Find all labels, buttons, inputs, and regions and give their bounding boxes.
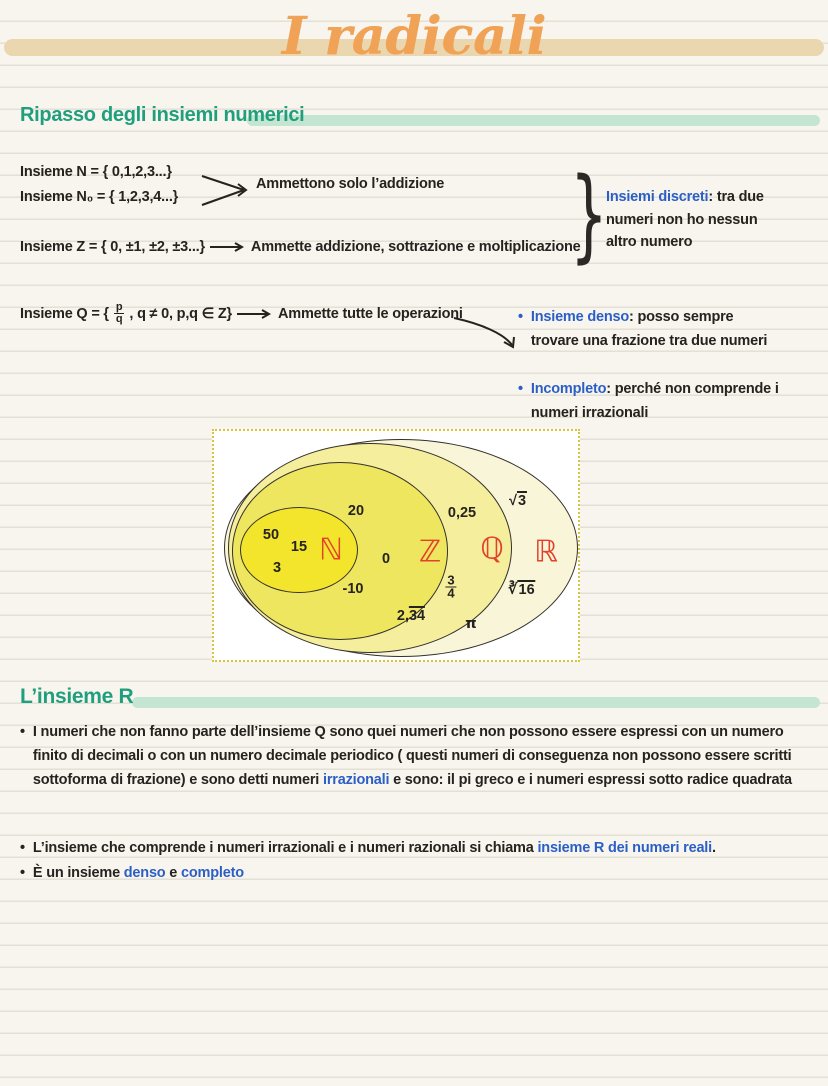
venn-fraction-numerator: 3: [447, 572, 455, 588]
z-annotation: Ammette addizione, sottrazione e moltiplicazione: [250, 239, 581, 255]
b1-term-irrazionali: irrazionali: [322, 772, 390, 788]
denso-completo-text: [33, 861, 244, 885]
n-annotation: Ammettono solo l’addizione: [256, 176, 445, 192]
insieme-z-definition: Insieme Z = { 0, ±1, ±2, ±3...}: [20, 239, 205, 255]
b3-part3: e: [165, 865, 181, 881]
denso-rest: : posso sempre trovare una frazione tra due numeri: [530, 309, 768, 349]
insieme-n0-definition: Insieme N₀ = { 1,2,3,4...}: [20, 189, 179, 205]
venn-number: 50: [262, 527, 280, 543]
b2-term-insieme-r: insieme R dei numeri reali: [537, 840, 712, 856]
insieme-r-heading: L’insieme R: [20, 685, 134, 708]
q-definition-post: , q ≠ 0, p,q ∈ Z}: [129, 305, 232, 322]
venn-pi: π: [465, 616, 477, 632]
page-title: I radicali: [281, 6, 547, 67]
set-label-z: ℤ: [418, 534, 442, 570]
denso-term: Insieme denso: [530, 309, 630, 325]
venn-number: 0,25: [447, 505, 477, 521]
ripasso-heading-band: [247, 115, 820, 126]
radicand: 3: [517, 493, 527, 509]
insieme-r-heading-band: [132, 697, 820, 708]
venn-number: 15: [290, 539, 308, 555]
venn-square-root: [509, 493, 527, 509]
venn-number: -10: [342, 581, 364, 597]
irrational-numbers-text: [33, 720, 815, 792]
set-label-r: ℝ: [534, 534, 558, 570]
bullet-icon: •: [20, 840, 25, 856]
real-set-text: [33, 836, 716, 860]
q-fraction: [114, 302, 125, 325]
bullet-icon: •: [20, 865, 25, 881]
insieme-z-row: [20, 239, 581, 255]
set-label-n: ℕ: [318, 532, 344, 568]
venn-periodic-number: [397, 608, 425, 624]
right-arrow-icon: [237, 308, 273, 320]
venn-number: 3: [272, 560, 282, 576]
venn-number: 20: [347, 503, 365, 519]
converging-arrow-icon: [200, 168, 252, 210]
incompleto-rest: : perché non comprende i numeri irrazionali: [530, 381, 779, 421]
venn-number: 0: [381, 551, 391, 567]
venn-cube-root: [508, 582, 535, 598]
b2-part3: .: [711, 840, 716, 856]
venn-fraction-denominator: 4: [447, 585, 455, 601]
insiemi-discreti-term: Insiemi discreti: [606, 189, 709, 205]
q-fraction-numerator: p: [115, 301, 123, 313]
q-definition-pre: Insieme Q = {: [20, 305, 109, 322]
q-fraction-denominator: q: [115, 313, 123, 325]
b3-part1: È un insieme: [32, 865, 124, 881]
b2-part1: L’insieme che comprende i numeri irrazionali e i numeri razionali si chiama: [32, 840, 538, 856]
radical-sign: ∛: [508, 582, 518, 598]
insiemi-discreti-text: : tra due numeri non ho nessun altro numero: [606, 189, 764, 250]
set-label-q: ℚ: [480, 531, 504, 567]
radical-sign: √: [508, 493, 517, 509]
irrational-numbers-bullet: [20, 720, 815, 792]
grouping-brace: }: [570, 155, 608, 274]
b3-term-completo: completo: [181, 865, 244, 881]
right-arrow-icon: [210, 241, 246, 253]
venn-diagram: [212, 429, 580, 662]
curved-arrow-icon: [452, 314, 526, 354]
periodic-repeating-part: 34: [408, 608, 426, 624]
denso-completo-bullet: [20, 861, 815, 885]
bullet-icon: •: [518, 381, 523, 397]
b1-part1: I numeri che non fanno parte dell’insieme Q sono quei numeri che non possono essere espressi con un numero finito di decimali o con un numero decimale periodico ( questi numeri di conseguenza non possono essere scritti sottoforma di frazione) e sono detti numeri: [32, 724, 792, 788]
bullet-icon: •: [518, 309, 523, 325]
venn-fraction: [445, 572, 456, 601]
denso-bullet: [518, 306, 783, 353]
radicand: 16: [518, 582, 535, 598]
incompleto-term: Incompleto: [530, 381, 607, 397]
ripasso-heading: Ripasso degli insiemi numerici: [20, 104, 305, 126]
q-annotation: Ammette tutte le operazioni: [278, 305, 463, 322]
denso-text: [531, 306, 783, 353]
incompleto-bullet: [518, 378, 783, 425]
insieme-n-definition: Insieme N = { 0,1,2,3...}: [20, 164, 172, 180]
incompleto-text: [531, 378, 783, 425]
insiemi-discreti-note: [606, 186, 791, 254]
periodic-integer-part: 2,: [396, 608, 409, 624]
bullet-icon: •: [20, 724, 25, 740]
b1-part3: e sono: il pi greco e i numeri espressi sotto radice quadrata: [389, 772, 792, 788]
b3-term-denso: denso: [123, 865, 166, 881]
insieme-q-row: [20, 302, 463, 325]
real-set-bullet: [20, 836, 815, 860]
